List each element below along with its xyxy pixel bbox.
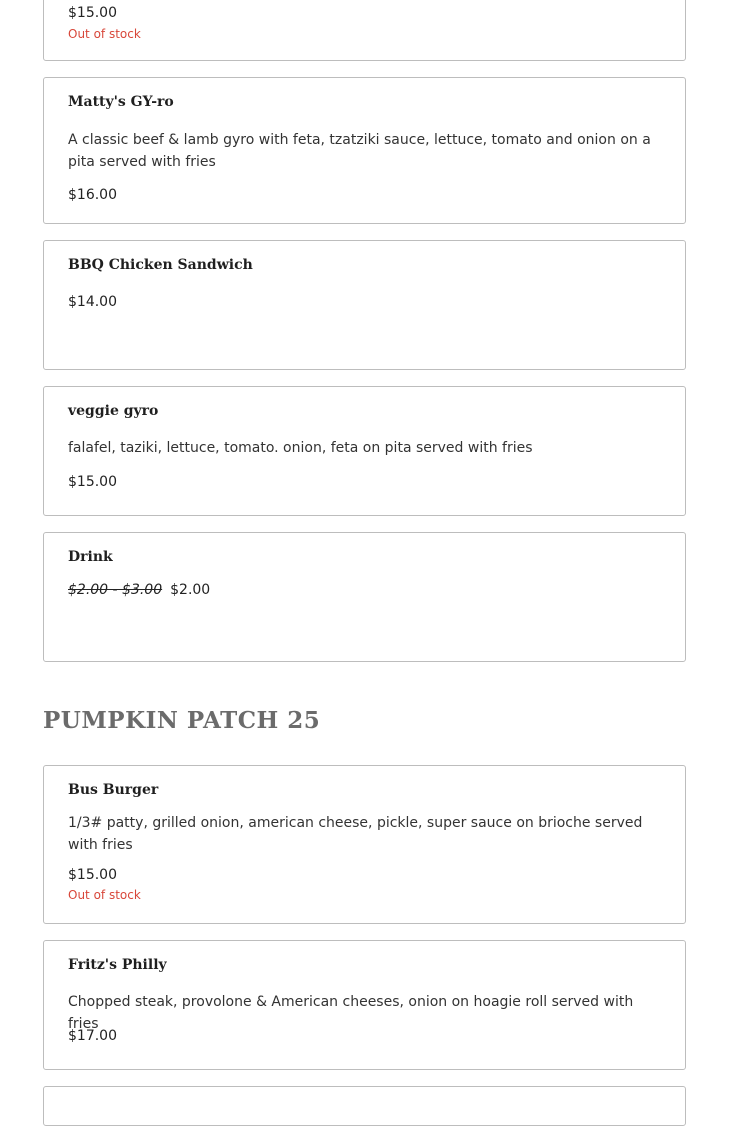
menu-item-card[interactable] [43,532,686,662]
menu-item-card[interactable] [43,240,686,370]
out-of-stock-label: Out of stock [68,888,141,902]
item-name: Bus Burger [68,782,159,798]
item-price: $15.00 [68,5,117,21]
menu-item-card[interactable] [43,77,686,224]
item-name: Matty's GY-ro [68,94,174,110]
menu-item-card[interactable] [43,0,686,61]
item-name: Fritz's Philly [68,957,167,973]
item-price-group [68,582,210,598]
original-price: $2.00 - $3.00 [68,582,163,598]
item-price: $2.00 [170,582,211,598]
item-description: 1/3# patty, grilled onion, american cheese, pickle, super sauce on brioche served with fries [68,815,643,853]
item-price: $14.00 [68,294,117,310]
item-price: $16.00 [68,187,117,203]
item-name: veggie gyro [68,403,159,419]
item-name: BBQ Chicken Sandwich [68,257,253,273]
item-price: $15.00 [68,474,117,490]
out-of-stock-label: Out of stock [68,27,141,41]
menu-item-card[interactable] [43,765,686,924]
item-description: A classic beef & lamb gyro with feta, tzatziki sauce, lettuce, tomato and onion on a pita served with fries [68,132,651,170]
item-price: $17.00 [68,1028,117,1044]
item-price: $15.00 [68,867,117,883]
item-description: Chopped steak, provolone & American cheeses, onion on hoagie roll served with fries [68,994,634,1032]
menu-item-card[interactable] [43,1086,686,1126]
menu-item-card[interactable] [43,940,686,1070]
item-name: Drink [68,549,113,565]
item-description: falafel, taziki, lettuce, tomato. onion, feta on pita served with fries [68,440,533,456]
section-title: PUMPKIN PATCH 25 [43,707,321,734]
menu-item-card[interactable] [43,386,686,516]
